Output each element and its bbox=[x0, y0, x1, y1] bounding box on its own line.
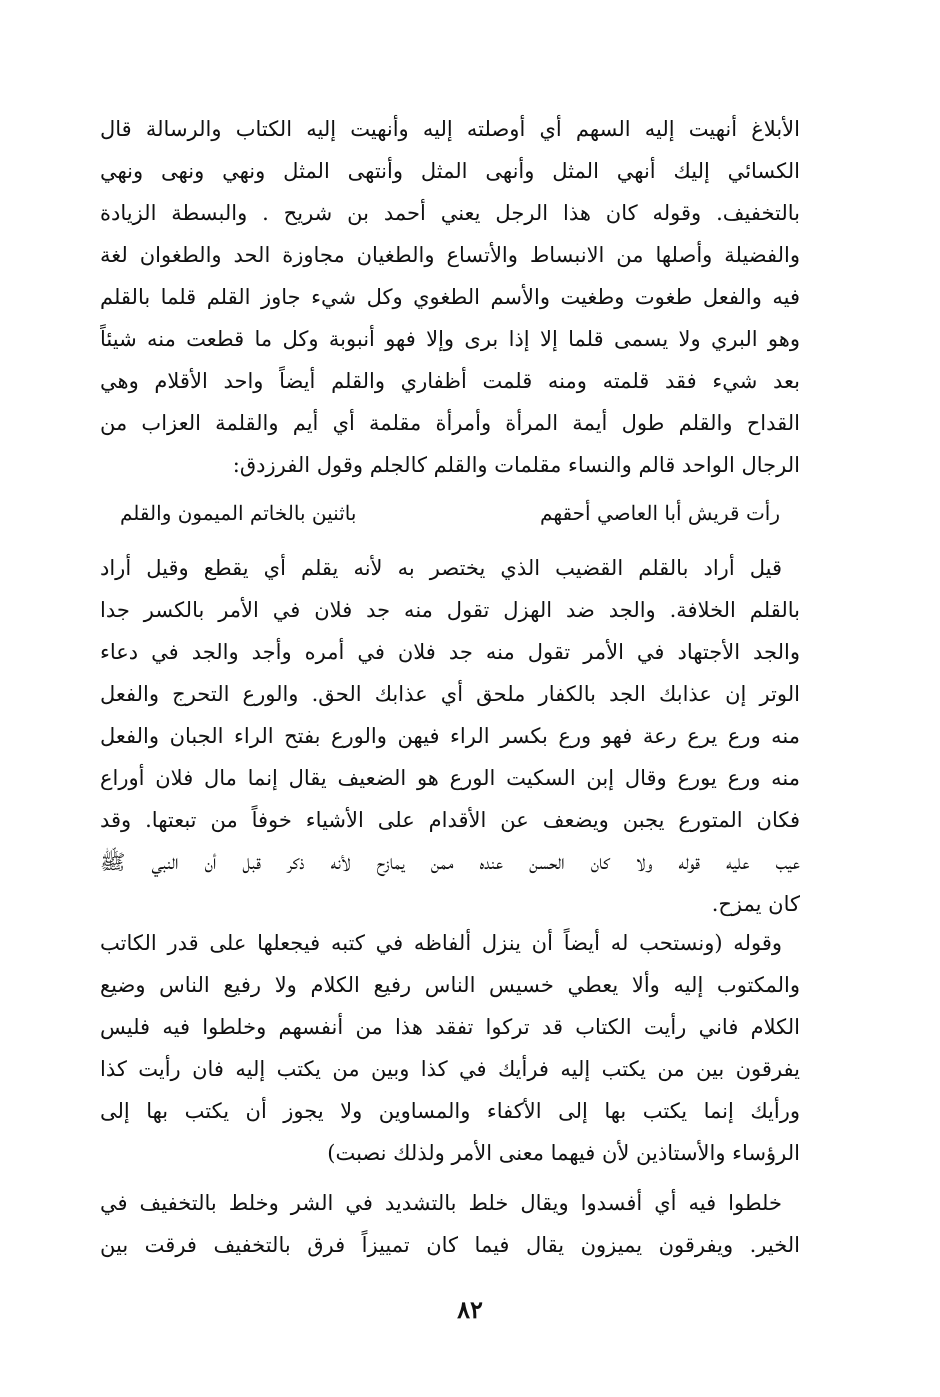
paragraph-4 bbox=[100, 1182, 800, 1266]
text-line: الرجال الواحد قالم والنساء مقلمات والقلم كالجلم وقول الفرزدق: bbox=[232, 453, 800, 477]
paragraph-3 bbox=[100, 922, 800, 1174]
text-line: عيب عليه قوله ولا كان الحسن عنده ممن يمازح لأنه ذكر قبل أن النبي ﷺ bbox=[100, 850, 800, 874]
text-line: كان يمزح. bbox=[711, 892, 800, 916]
text-line: والجد الأجتهاد في الأمر تقول منه جد فلان في أمره وأجد والجد في دعاء bbox=[100, 640, 800, 664]
text-line: الأبلاغ أنهيت إليه السهم أي أوصلته إليه وأنهيت إليه الكتاب والرسالة قال bbox=[100, 117, 800, 141]
text-line: الرؤساء والأستاذين لأن فيهما معنى الأمر ولذلك نصبت) bbox=[327, 1141, 800, 1165]
text-line: الوتر إن عذابك الجد بالكفار ملحق أي عذابك الحق. والورع التحرج والفعل bbox=[100, 682, 800, 706]
paragraph-1 bbox=[100, 108, 800, 486]
text-line: خلطوا فيه أي أفسدوا ويقال خلط بالتشديد في الشر وخلط بالتخفيف في bbox=[100, 1191, 782, 1215]
text-line: الخير. ويفرقون يميزون يقال فيما كان تمييزاً فرق بالتخفيف فرقت بين bbox=[100, 1233, 800, 1257]
text-line: وهو البري ولا يسمى قلما إلا إذا برى وإلا فهو أنبوبة وكل ما قطعت منه شيئاً bbox=[100, 327, 800, 351]
verse-first-hemistich: رأت قريش أبا العاصي أحقهم bbox=[540, 501, 780, 525]
text-line: يفرقون بين من يكتب إليه فرأيك في كذا وبين من يكتب إليه فان رأيت كذا bbox=[100, 1057, 800, 1081]
text-line: فيه والفعل طغوت وطغيت والأسم الطغوي وكل شيء جاوز القلم قلما بالقلم bbox=[100, 285, 800, 309]
text-line: منه ورع يرع رعة فهو ورع بكسر الراء فيهن والورع بفتح الراء الجبان والفعل bbox=[100, 724, 800, 748]
paragraph-2 bbox=[100, 547, 800, 925]
text-line: بعد شيء فقد قلمته ومنه قلمت أظفاري والقلم أيضاً واحد الأقلام وهي bbox=[100, 369, 800, 393]
text-line: منه ورع يورع وقال إبن السكيت الورع هو الضعيف يقال إنما مال فلان أوراع bbox=[100, 766, 800, 790]
text-line: القداح والقلم طول أيمة المرأة وأمرأة مقلمة أي أيم والقلمة العزاب من bbox=[100, 411, 800, 435]
text-line: والفضيلة وأصلها من الانبساط والأتساع والطغيان مجاوزة الحد والطغوان لغة bbox=[100, 243, 800, 267]
text-line: بالقلم الخلافة. والجد ضد الهزل تقول منه جد فلان في الأمر بالكسر جدا bbox=[100, 598, 800, 622]
text-line: وقوله (ونستحب له أيضاً أن ينزل ألفاظه في كتبه فيجعلها على قدر الكاتب bbox=[100, 931, 782, 955]
text-line: فكان المتورع يجبن ويضعف عن الأقدام على الأشياء خوفاً من تبعتها. وقد bbox=[100, 808, 800, 832]
text-line: قيل أراد بالقلم القضيب الذي يختصر به لأنه يقلم أي يقطع وقيل أراد bbox=[100, 556, 782, 580]
text-line: الكسائي إليك أنهي المثل وأنهى المثل وأنتهى المثل ونهي ونهى ونهي bbox=[100, 159, 800, 183]
text-line: ورأيك إنما يكتب بها إلى الأكفاء والمساوين ولا يجوز أن يكتب بها إلى bbox=[100, 1099, 800, 1123]
text-line: والمكتوب إليه وألا يعطي خسيس الناس رفيع الكلام ولا رفيع الناس وضيع bbox=[100, 973, 800, 997]
text-line: الكلام فاني رأيت الكتاب قد تركوا تفقد هذا من أنفسهم وخلطوا فيه فليس bbox=[100, 1015, 800, 1039]
text-line: بالتخفيف. وقوله كان هذا الرجل يعني أحمد بن شريح . والبسطة الزيادة bbox=[100, 201, 800, 225]
verse-second-hemistich: باثنين بالخاتم الميمون والقلم bbox=[120, 501, 357, 525]
page-number: ٨٢ bbox=[457, 1295, 483, 1324]
poetry-verse bbox=[120, 492, 780, 534]
